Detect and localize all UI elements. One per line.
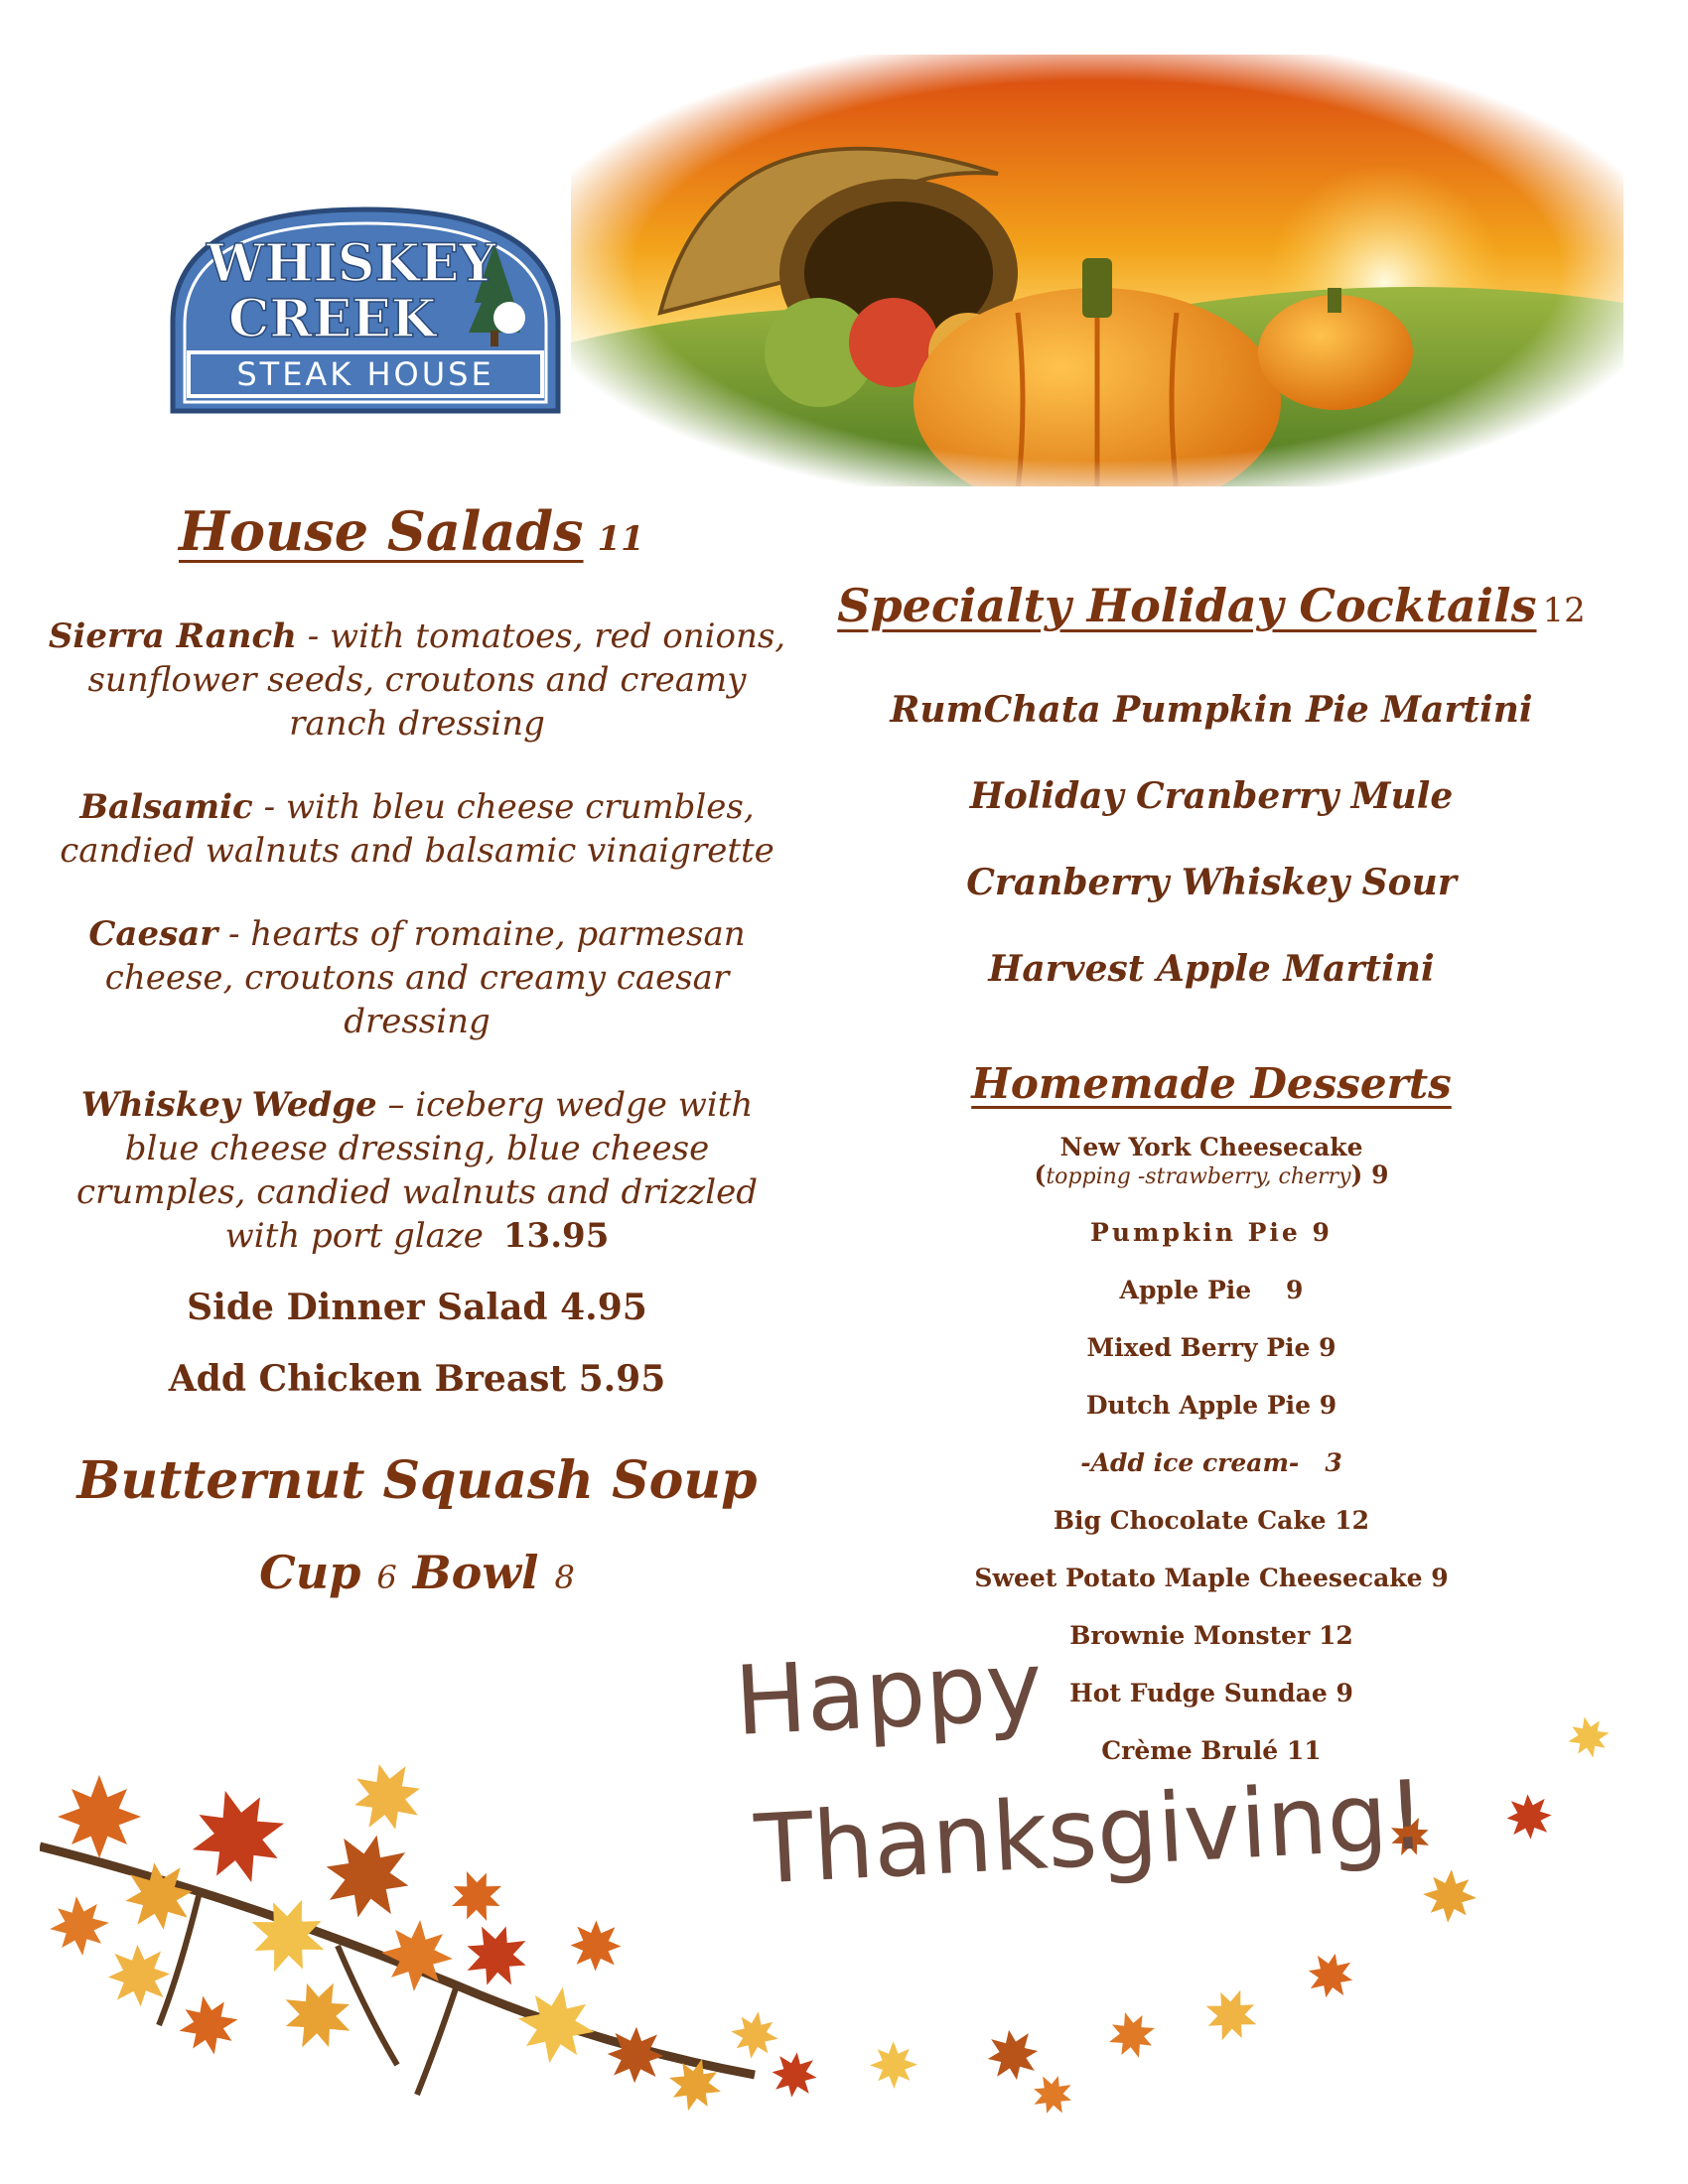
salad-name: Whiskey Wedge <box>80 1085 377 1125</box>
maple-leaf-icon <box>1564 1712 1614 1762</box>
salad-desc: - with tomatoes, red onions, sunflower seeds, croutons and creamy ranch dressing <box>87 616 786 744</box>
dessert-item: Mixed Berry Pie 9 <box>1086 1333 1336 1362</box>
dessert-item: Crème Brulé 11 <box>1101 1736 1322 1765</box>
salad-item <box>40 1083 794 1258</box>
side-dinner-salad: Side Dinner Salad 4.95 <box>187 1287 647 1328</box>
maple-leaf-icon <box>306 1815 429 1938</box>
soup-bowl-price: 8 <box>554 1559 575 1596</box>
maple-leaf-icon <box>1196 1980 1265 2049</box>
dessert-item: Brownie Monster 12 <box>1069 1621 1353 1650</box>
house-salads-heading <box>179 491 794 579</box>
cocktail-item: RumChata Pumpkin Pie Martini <box>890 689 1533 731</box>
maple-leaf-icon <box>1102 2005 1162 2065</box>
cheesecake-price: 9 <box>1371 1160 1389 1189</box>
dessert-item: Big Chocolate Cake 12 <box>1053 1506 1370 1535</box>
maple-leaf-icon <box>728 2008 782 2063</box>
logo-line-3: STEAK HOUSE <box>236 355 494 393</box>
logo-line-1: WHISKEY <box>207 233 496 294</box>
cocktails-heading <box>814 571 1609 645</box>
right-column <box>814 571 1609 1767</box>
maple-leaf-icon <box>1421 1867 1478 1925</box>
house-salads-price: 11 <box>597 519 644 559</box>
logo-line-2: CREEK <box>228 289 437 349</box>
desserts-title: Homemade Desserts <box>971 1059 1452 1108</box>
maple-leaf-icon <box>442 1861 511 1931</box>
maple-leaf-icon <box>180 1778 298 1896</box>
salad-item <box>40 614 794 746</box>
soup-heading: Butternut Squash Soup <box>76 1450 758 1511</box>
maple-leaf-icon <box>109 1846 210 1947</box>
maple-leaf-icon <box>558 1908 633 1983</box>
salad-desc: - hearts of romaine, parmesan cheese, croutons and creamy caesar dressing <box>104 914 746 1041</box>
salad-desc: – iceberg wedge with blue cheese dressing, blue cheese crumples, candied walnuts and drizzled with port glaze <box>76 1085 758 1256</box>
cornucopia-banner <box>571 55 1623 486</box>
dessert-item: Sweet Potato Maple Cheesecake 9 <box>974 1564 1449 1592</box>
cocktails-title: Specialty Holiday Cocktails <box>837 579 1537 632</box>
salad-item <box>40 785 794 873</box>
maple-leaf-icon <box>1495 1783 1563 1850</box>
dessert-item: -Add ice cream- 3 <box>1080 1448 1342 1477</box>
maple-leaf-icon <box>58 1775 141 1858</box>
dessert-item: Pumpkin Pie 9 <box>1090 1218 1333 1247</box>
soup-sizes <box>40 1546 794 1599</box>
soup-cup-label: Cup <box>259 1546 361 1599</box>
maple-leaf-icon <box>975 2017 1050 2092</box>
maple-leaf-icon <box>47 1893 112 1959</box>
dessert-item <box>814 1134 1609 1191</box>
dessert-item: Dutch Apple Pie 9 <box>1085 1391 1337 1420</box>
left-column <box>40 491 794 1599</box>
house-salads-title: House Salads <box>179 499 584 563</box>
add-chicken-breast: Add Chicken Breast 5.95 <box>168 1358 666 1400</box>
cocktails-price: 12 <box>1542 591 1586 630</box>
maple-leaf-icon <box>1298 1943 1363 2008</box>
maple-leaf-icon <box>1025 2067 1081 2115</box>
desserts-heading <box>814 1056 1609 1112</box>
maple-leaf-icon <box>92 1929 185 2021</box>
maple-leaf-icon <box>339 1748 437 1846</box>
cocktail-item: Holiday Cranberry Mule <box>969 775 1454 817</box>
salad-price: 13.95 <box>502 1216 610 1256</box>
cheesecake-name: New York Cheesecake <box>1059 1133 1363 1161</box>
salad-name: Sierra Ranch <box>48 616 297 656</box>
cocktail-item: Cranberry Whiskey Sour <box>966 862 1457 903</box>
cheesecake-open-paren: ( <box>1034 1160 1047 1189</box>
dessert-item: Hot Fudge Sundae 9 <box>1069 1679 1353 1707</box>
salad-name: Caesar <box>88 914 218 954</box>
soup-bowl-label: Bowl <box>412 1546 539 1599</box>
maple-leaf-icon <box>761 2041 827 2108</box>
maple-leaf-icon <box>870 2041 918 2090</box>
salad-desc: - with bleu cheese crumbles, candied walnuts and balsamic vinaigrette <box>60 787 774 871</box>
salad-item <box>40 912 794 1043</box>
dessert-item: Apple Pie 9 <box>1119 1276 1304 1304</box>
maple-leaf-icon <box>511 1980 601 2070</box>
cocktail-item: Harvest Apple Martini <box>988 948 1435 990</box>
soup-cup-price: 6 <box>376 1559 397 1596</box>
maple-leaf-icon <box>174 1990 243 2060</box>
greeting-line-2: Thanksgiving! <box>752 1759 1429 1906</box>
salad-name: Balsamic <box>79 787 253 827</box>
cheesecake-close-paren: ) <box>1350 1160 1363 1189</box>
greeting-line-1: Happy <box>732 1629 1046 1758</box>
cheesecake-note: topping -strawberry, cherry <box>1046 1164 1351 1189</box>
whiskey-creek-logo <box>167 204 564 417</box>
